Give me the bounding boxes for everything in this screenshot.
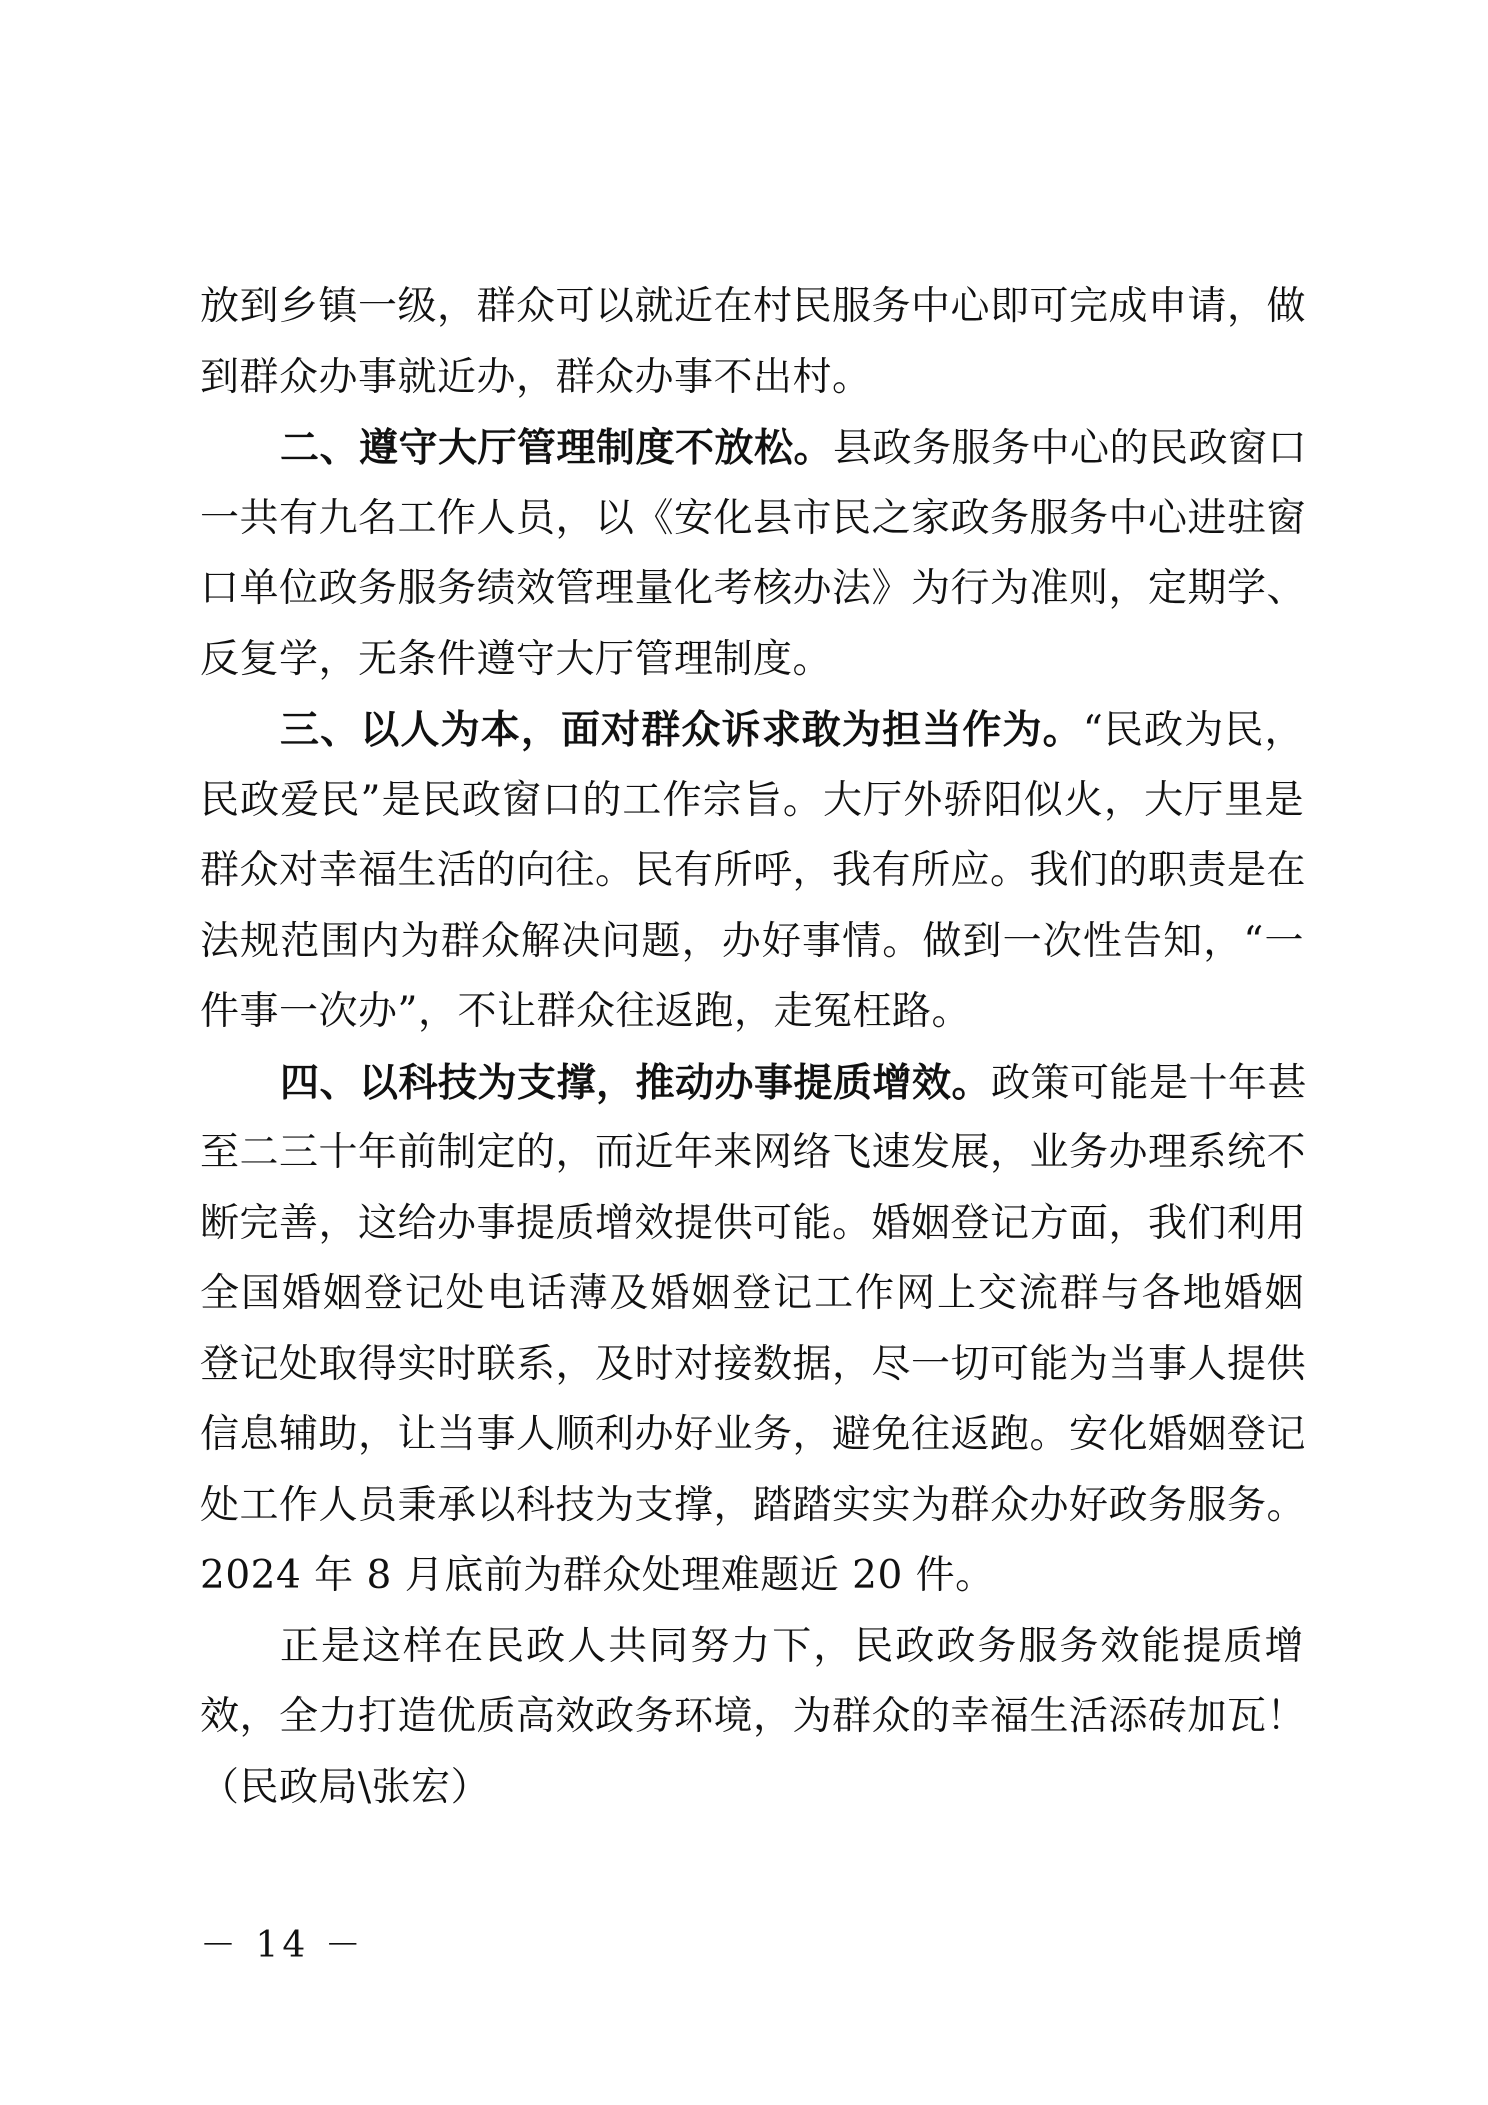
paragraph-line: 到群众办事就近办，群众办事不出村。: [200, 354, 872, 400]
document-body: [200, 272, 1308, 1823]
page-number: － 14 －: [200, 1925, 365, 1966]
paragraph-line: 效，全力打造优质高效政务环境，为群众的幸福生活添砖加瓦！: [200, 1694, 1307, 1739]
paragraph-text: 政策可能是十年甚: [991, 1060, 1308, 1106]
paragraph-line: 放到乡镇一级，群众可以就近在村民服务中心即可完成申请，做: [200, 284, 1307, 329]
paragraph-line: 法规范围内为群众解决问题，办好事情。做到一次性告知，“一: [200, 918, 1304, 964]
section-heading: 二、遵守大厅管理制度不放松。: [280, 425, 834, 471]
paragraph-line: 信息辅助，让当事人顺利办好业务，避免往返跑。安化婚姻登记: [200, 1412, 1307, 1457]
paragraph-5: [200, 1612, 1307, 1824]
paragraph-text: 县政务服务中心的民政窗口: [833, 426, 1308, 471]
paragraph-line: 断完善，这给办事提质增效提供可能。婚姻登记方面，我们利用: [200, 1200, 1307, 1246]
section-heading: 四、以科技为支撑，推动办事提质增效。: [280, 1059, 992, 1106]
paragraph-line: 件事一次办”，不让群众往返跑，走冤枉路。: [200, 989, 971, 1034]
paragraph-2: [200, 413, 1308, 695]
section-heading: 三、以人为本，面对群众诉求敢为担当作为。: [280, 707, 1083, 753]
paragraph-3: [200, 695, 1307, 1048]
paragraph-line: 处工作人员秉承以科技为支撑，踏踏实实为群众办好政务服务。: [200, 1482, 1307, 1528]
paragraph-line: 一共有九名工作人员，以《安化县市民之家政务服务中心进驻窗: [200, 495, 1307, 541]
paragraph-line: 2024 年 8 月底前为群众处理难题近 20 件。: [200, 1553, 995, 1598]
author-attribution: （民政局\张宏）: [200, 1764, 491, 1810]
paragraph-4: [200, 1048, 1308, 1612]
paragraph-line: 民政爱民”是民政窗口的工作宗旨。大厅外骄阳似火，大厅里是: [200, 777, 1304, 823]
paragraph-line: 反复学，无条件遵守大厅管理制度。: [200, 636, 833, 682]
paragraph-line: 群众对幸福生活的向往。民有所呼，我有所应。我们的职责是在: [200, 848, 1307, 893]
paragraph-line: 全国婚姻登记处电话薄及婚姻登记工作网上交流群与各地婚姻: [200, 1271, 1304, 1316]
paragraph-line: 登记处取得实时联系，及时对接数据，尽一切可能为当事人提供: [200, 1341, 1307, 1387]
paragraph-first-line: [200, 1048, 1308, 1119]
paragraph-line: 至二三十年前制定的，而近年来网络飞速发展，业务办理系统不: [200, 1130, 1307, 1175]
paragraph-text: “民政为民，: [1082, 708, 1304, 753]
paragraph-first-line: [200, 695, 1304, 766]
paragraph-1: [200, 272, 1307, 413]
paragraph-first-line: 正是这样在民政人共同努力下，民政政务服务效能提质增: [280, 1623, 1304, 1669]
paragraph-first-line: [200, 413, 1308, 484]
paragraph-line: 口单位政务服务绩效管理量化考核办法》为行为准则，定期学、: [200, 566, 1307, 611]
